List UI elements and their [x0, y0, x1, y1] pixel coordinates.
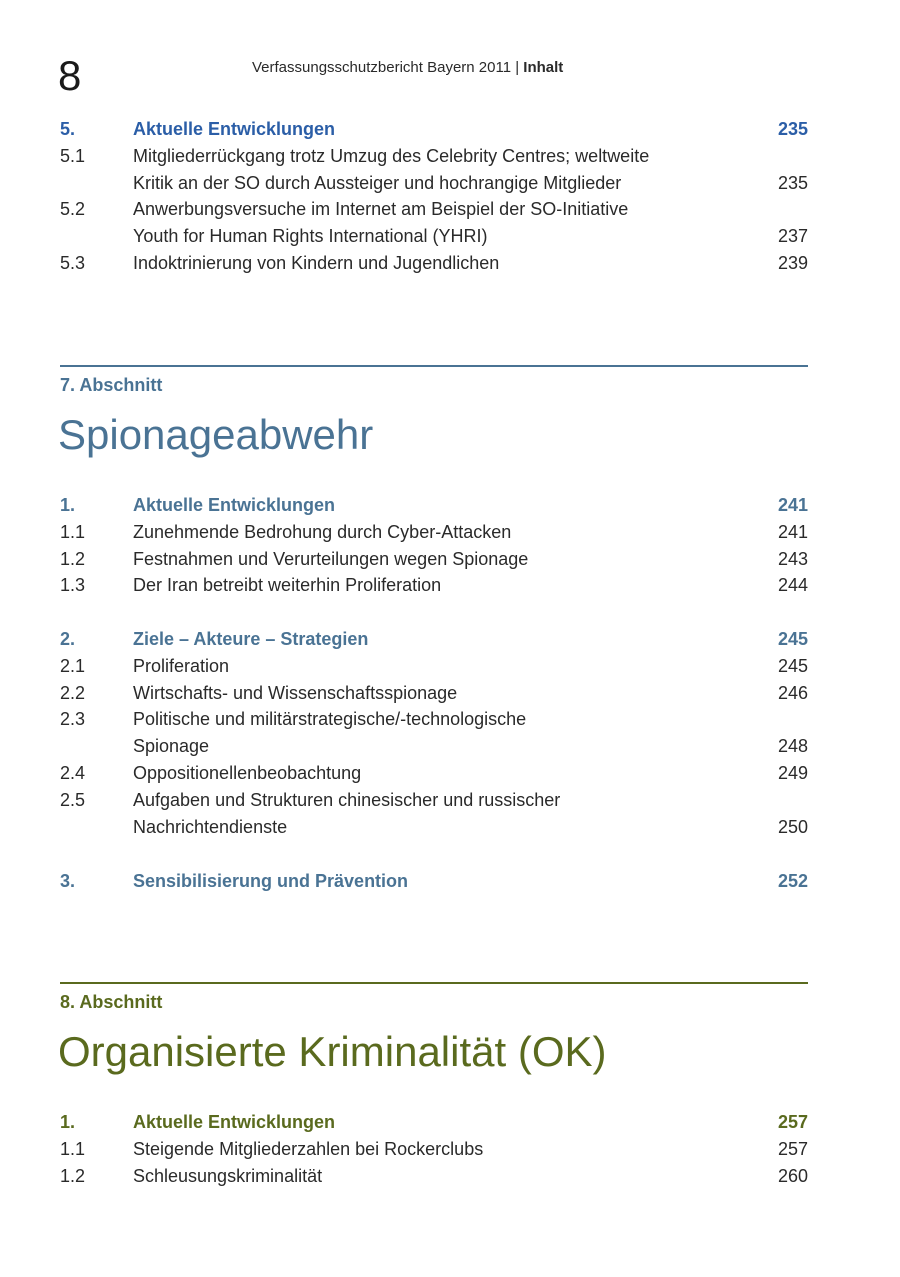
- toc-entry-number: 5.3: [60, 252, 86, 273]
- toc-entry-page: 241: [777, 521, 808, 542]
- toc-entry-row: [60, 680, 808, 707]
- toc-entry-title: Sensibilisierung und Prävention: [133, 871, 409, 891]
- running-separator: |: [511, 59, 524, 76]
- toc-entry-row: [60, 787, 808, 814]
- toc-entry-title: Wirtschafts- und Wissenschaftsspionage: [133, 682, 458, 703]
- toc-entry-number: 2.4: [60, 762, 86, 783]
- toc-entry-title: Proliferation: [133, 655, 230, 676]
- toc-entry-row: [60, 653, 808, 680]
- toc-entry-title: Indoktrinierung von Kindern und Jugendlichen: [133, 252, 500, 273]
- toc-entry-page: 237: [777, 226, 808, 247]
- section-8-label: 8. Abschnitt: [60, 992, 163, 1012]
- toc-entry-page: 252: [777, 871, 808, 891]
- toc-entry-number: 2.5: [60, 789, 86, 810]
- toc-entry-title: Spionage: [133, 736, 210, 757]
- toc-entry-row: [60, 546, 808, 573]
- toc-entry-title: Youth for Human Rights International (YHRI): [133, 226, 488, 247]
- toc-block-section-8-group-1: [60, 1109, 808, 1189]
- toc-entry-row: [60, 760, 808, 787]
- toc-entry-number: 1.2: [60, 548, 86, 569]
- toc-entry-number: 2.3: [60, 709, 86, 730]
- toc-entry-row: [60, 733, 808, 760]
- toc-heading-row: [60, 1109, 808, 1136]
- toc-entry-page: 245: [777, 629, 808, 649]
- toc-block-section-7-group-2: [60, 626, 808, 840]
- toc-entry-title: Zunehmende Bedrohung durch Cyber-Attacken: [133, 521, 512, 542]
- running-header: [252, 58, 563, 78]
- toc-entry-title: Festnahmen und Verurteilungen wegen Spionage: [133, 548, 529, 569]
- toc-entry-row: [60, 1163, 808, 1190]
- toc-entry-row: [60, 572, 808, 599]
- toc-entry-title: Aktuelle Entwicklungen: [133, 495, 336, 515]
- toc-entry-title: Politische und militärstrategische/-technologische: [133, 709, 527, 730]
- section-7-label: 7. Abschnitt: [60, 375, 163, 395]
- toc-entry-number: 5.2: [60, 199, 86, 220]
- toc-entry-row: [60, 519, 808, 546]
- toc-entry-number: 5.: [60, 119, 76, 139]
- page-number: 8: [58, 52, 82, 99]
- toc-entry-number: 2.1: [60, 655, 86, 676]
- toc-entry-page: 244: [777, 575, 808, 596]
- toc-heading-row: [60, 492, 808, 519]
- toc-heading-row: [60, 868, 808, 895]
- section-8-rule: [60, 982, 808, 984]
- toc-entry-title: Aufgaben und Strukturen chinesischer und russischer: [133, 789, 561, 810]
- toc-entry-row: [60, 223, 808, 250]
- toc-entry-number: 1.1: [60, 1138, 86, 1159]
- section-8-title: Organisierte Kriminalität (OK): [58, 1028, 607, 1075]
- toc-entry-page: 246: [777, 682, 808, 703]
- toc-entry-page: 245: [777, 655, 808, 676]
- toc-entry-page: 250: [777, 816, 808, 837]
- toc-entry-row: [60, 143, 808, 170]
- toc-entry-title: Steigende Mitgliederzahlen bei Rockerclubs: [133, 1138, 484, 1159]
- toc-entry-title: Oppositionellenbeobachtung: [133, 762, 362, 783]
- toc-entry-number: 2.: [60, 629, 76, 649]
- toc-entry-title: Aktuelle Entwicklungen: [133, 119, 336, 139]
- toc-entry-title: Kritik an der SO durch Aussteiger und hochrangige Mitglieder: [133, 172, 622, 193]
- toc-entry-title: Ziele – Akteure – Strategien: [133, 629, 369, 649]
- toc-entry-number: 2.2: [60, 682, 86, 703]
- section-7-rule: [60, 365, 808, 367]
- toc-entry-number: 1.1: [60, 521, 86, 542]
- running-title: Verfassungsschutzbericht Bayern 2011: [252, 59, 512, 76]
- toc-entry-page: 257: [777, 1138, 808, 1159]
- toc-entry-page: 241: [777, 495, 808, 515]
- toc-entry-title: Anwerbungsversuche im Internet am Beispiel der SO-Initiative: [133, 199, 629, 220]
- toc-block-section-7-group-3: [60, 868, 808, 895]
- toc-block-scientology: [60, 116, 808, 277]
- toc-entry-page: 249: [777, 762, 808, 783]
- toc-entry-row: [60, 706, 808, 733]
- toc-entry-title: Nachrichtendienste: [133, 816, 288, 837]
- section-7-title: Spionageabwehr: [58, 411, 374, 458]
- toc-entry-number: 1.3: [60, 575, 86, 596]
- toc-entry-page: 243: [777, 548, 808, 569]
- toc-entry-number: 5.1: [60, 145, 86, 166]
- toc-entry-row: [60, 250, 808, 277]
- toc-entry-title: Schleusungskriminalität: [133, 1165, 323, 1186]
- toc-entry-number: 1.: [60, 1112, 76, 1132]
- toc-entry-page: 235: [777, 172, 808, 193]
- toc-heading-row: [60, 626, 808, 653]
- toc-entry-title: Der Iran betreibt weiterhin Proliferation: [133, 575, 442, 596]
- toc-entry-row: [60, 170, 808, 197]
- toc-entry-page: 257: [777, 1112, 808, 1132]
- toc-entry-row: [60, 1136, 808, 1163]
- toc-entry-row: [60, 814, 808, 841]
- toc-block-section-7-group-1: [60, 492, 808, 599]
- toc-entry-title: Mitgliederrückgang trotz Umzug des Celebrity Centres; weltweite: [133, 145, 650, 166]
- toc-entry-page: 248: [777, 736, 808, 757]
- toc-entry-number: 1.: [60, 495, 76, 515]
- running-section: Inhalt: [523, 59, 564, 76]
- toc-entry-page: 239: [777, 252, 808, 273]
- toc-heading-row: [60, 116, 808, 143]
- toc-entry-title: Aktuelle Entwicklungen: [133, 1112, 336, 1132]
- toc-entry-page: 235: [777, 119, 808, 139]
- toc-entry-number: 3.: [60, 871, 76, 891]
- toc-entry-row: [60, 196, 808, 223]
- toc-entry-number: 1.2: [60, 1165, 86, 1186]
- toc-entry-page: 260: [777, 1165, 808, 1186]
